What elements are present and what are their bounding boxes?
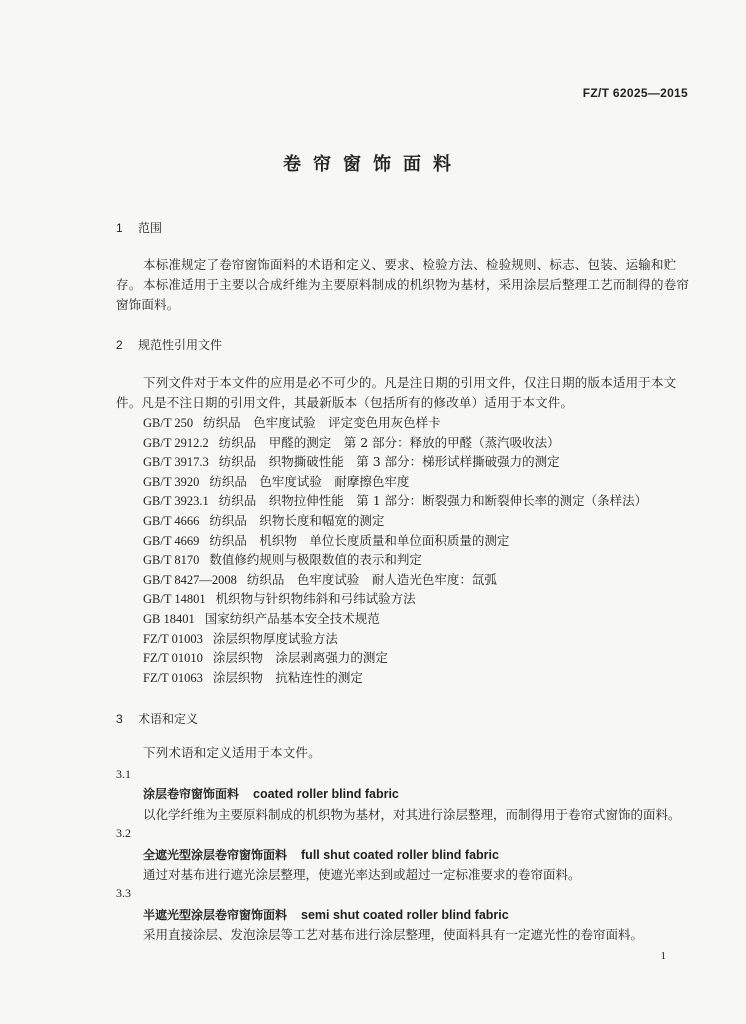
reference-title: 纺织品 色牢度试验 耐人造光色牢度：氙弧 — [246, 571, 497, 587]
normative-references-intro: 下列文件对于本文件的应用是必不可少的。凡是注日期的引用文件，仅注日期的版本适用于本文件。凡是不注日期的引用文件，其最新版本（包括所有的修改单）适用于本文件。 — [116, 375, 677, 410]
reference-title: 涂层织物厚度试验方法 — [212, 630, 338, 646]
reference-code: GB/T 3917.3 — [143, 455, 209, 470]
clause-number: 3.3 — [116, 886, 131, 900]
reference-title: 国家纺织产品基本安全技术规范 — [204, 610, 380, 626]
reference-item — [143, 609, 647, 629]
reference-title: 机织物与针织物纬斜和弓纬试验方法 — [215, 591, 416, 607]
section-title: 规范性引用文件 — [138, 338, 223, 352]
term-en: full shut coated roller blind fabric — [301, 848, 499, 862]
section-3-heading — [116, 710, 198, 727]
term-zh: 涂层卷帘窗饰面料 — [143, 787, 240, 801]
reference-code: GB 18401 — [143, 611, 195, 626]
reference-title: 纺织品 织物长度和幅宽的测定 — [209, 512, 385, 528]
reference-title: 纺织品 色牢度试验 耐摩擦色牢度 — [209, 473, 410, 489]
reference-item — [143, 452, 647, 472]
section-number: 1 — [116, 221, 123, 235]
section-2-heading — [116, 336, 222, 353]
clause-number: 3.2 — [116, 826, 131, 840]
reference-title: 纺织品 甲醛的测定 第 2 部分：释放的甲醛（蒸汽吸收法） — [218, 434, 560, 450]
reference-item — [143, 413, 647, 433]
section-title: 范围 — [138, 221, 163, 235]
term-zh: 半遮光型涂层卷帘窗饰面料 — [143, 908, 288, 922]
reference-item — [143, 629, 647, 649]
reference-title: 纺织品 织物拉伸性能 第 1 部分：断裂强力和断裂伸长率的测定（条样法） — [218, 493, 648, 509]
reference-title: 涂层织物 涂层剥离强力的测定 — [212, 650, 388, 666]
term-definition: 以化学纤维为主要原料制成的机织物为基材，对其进行涂层整理，而制得用于卷帘式窗饰的面料。 — [143, 807, 681, 822]
reference-item — [143, 589, 647, 609]
reference-code: GB/T 2912.2 — [143, 435, 209, 450]
document-title: 卷帘窗饰面料 — [283, 154, 463, 175]
section-1-heading — [116, 219, 162, 236]
term-definition: 采用直接涂层、发泡涂层等工艺对基布进行涂层整理，使面料具有一定遮光性的卷帘面料。 — [143, 927, 644, 942]
reference-item — [143, 472, 647, 492]
reference-code: GB/T 14801 — [143, 592, 206, 607]
reference-title: 纺织品 织物撕破性能 第 3 部分：梯形试样撕破强力的测定 — [218, 454, 560, 470]
reference-title: 纺织品 机织物 单位长度质量和单位面积质量的测定 — [209, 532, 510, 548]
reference-list — [143, 413, 647, 687]
page-number: 1 — [660, 950, 666, 962]
reference-item — [143, 433, 647, 453]
term-en: coated roller blind fabric — [253, 787, 399, 801]
reference-title: 涂层织物 抗粘连性的测定 — [212, 669, 363, 685]
reference-code: FZ/T 01003 — [143, 631, 203, 646]
term-heading — [143, 846, 499, 863]
term-definition: 通过对基布进行遮光涂层整理，使遮光率达到或超过一定标准要求的卷帘面料。 — [143, 867, 581, 882]
scope-paragraph-2: 本标准适用于主要以合成纤维为主要原料制成的机织物为基材，采用涂层后整理工艺而制得的卷帘窗饰面料。 — [116, 277, 690, 312]
section-number: 2 — [116, 338, 123, 352]
section-number: 3 — [116, 712, 123, 726]
reference-item — [143, 531, 647, 551]
reference-title: 纺织品 色牢度试验 评定变色用灰色样卡 — [203, 415, 441, 430]
reference-code: GB/T 4666 — [143, 513, 200, 528]
reference-code: GB/T 8427—2008 — [143, 572, 237, 587]
term-heading — [143, 906, 509, 923]
reference-code: FZ/T 01010 — [143, 651, 203, 666]
reference-code: GB/T 250 — [143, 416, 194, 430]
clause-number: 3.1 — [116, 767, 131, 781]
scope-paragraph-1: 本标准规定了卷帘窗饰面料的术语和定义、要求、检验方法、检验规则、标志、包装、运输和贮存。 — [116, 257, 677, 292]
reference-title: 数值修约规则与极限数值的表示和判定 — [209, 552, 422, 568]
term-heading — [143, 785, 399, 802]
term-zh: 全遮光型涂层卷帘窗饰面料 — [143, 848, 288, 862]
reference-item — [143, 550, 647, 570]
section-title: 术语和定义 — [138, 712, 199, 726]
reference-code: GB/T 3920 — [143, 474, 200, 489]
standard-number: FZ/T 62025—2015 — [582, 86, 688, 100]
term-en: semi shut coated roller blind fabric — [301, 908, 509, 922]
reference-item — [143, 648, 647, 668]
reference-code: GB/T 4669 — [143, 533, 200, 548]
terms-intro: 下列术语和定义适用于本文件。 — [143, 745, 321, 760]
reference-item — [143, 511, 647, 531]
reference-code: FZ/T 01063 — [143, 670, 203, 685]
reference-item — [143, 491, 647, 511]
reference-item — [143, 668, 647, 688]
reference-code: GB/T 8170 — [143, 553, 200, 568]
reference-item — [143, 570, 647, 590]
reference-code: GB/T 3923.1 — [143, 494, 209, 509]
